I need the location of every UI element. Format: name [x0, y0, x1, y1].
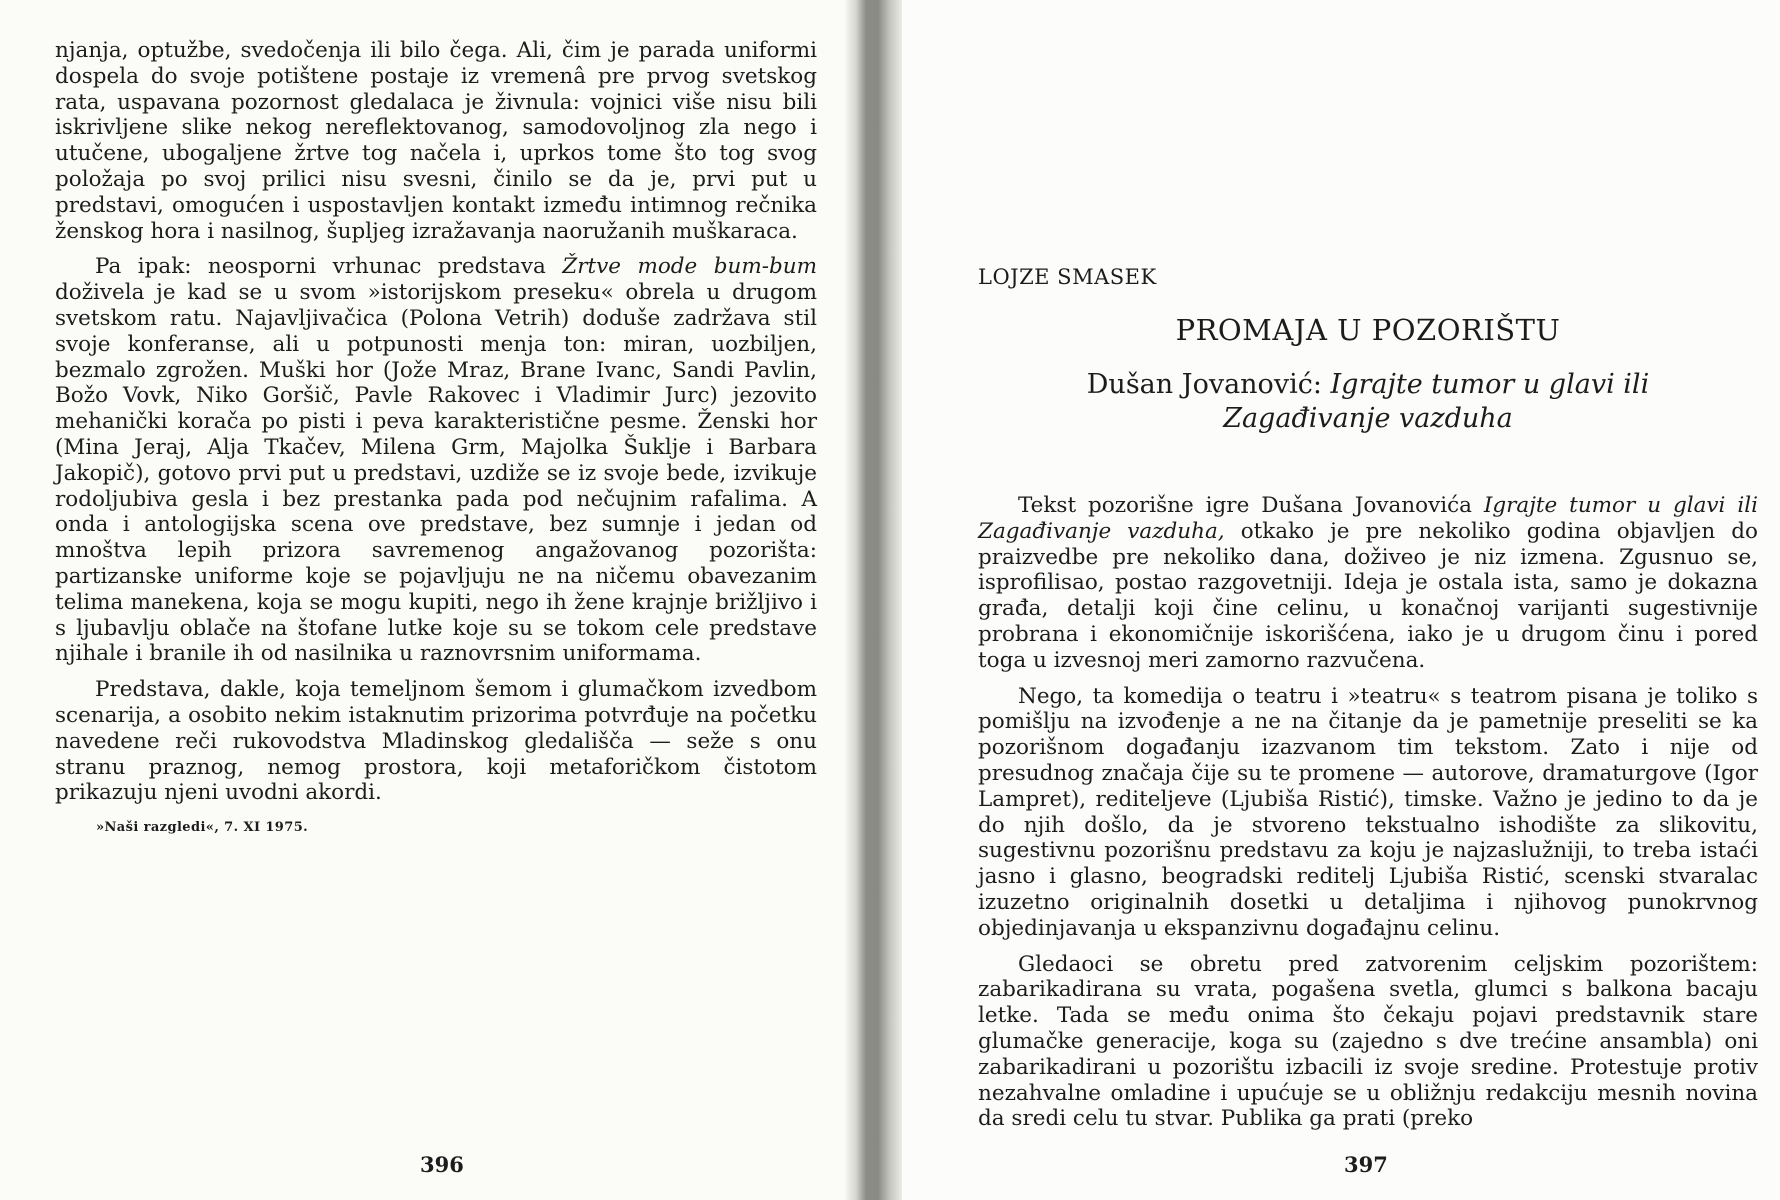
article-author: LOJZE SMASEK [978, 265, 1157, 289]
text-run: Pa ipak: neosporni vrhunac predstava [95, 254, 563, 280]
right-paragraph-2 [978, 684, 1758, 942]
text-run: Gledaoci se obretu pred zatvorenim celjskim pozorištem: zabarikadirana su vrata, pogašena svetla, glumci s balkona bacaju letke. Tada se među onima što čekaju pojavi predstavnik stare glumačke generacije, koga su (zajedno s dve trećine ansambla) oni zabarikadirani u pozorištu izbacili iz svoje sredine. Protestuje protiv nezahvalne omladine i upućuje se u obližnju redakciju mesnih novina da sredi celu tu stvar. Publika ga prati (preko [978, 951, 1758, 1132]
article-title: PROMAJA U POZORIŠTU [1175, 313, 1561, 347]
right-paragraph-1 [978, 493, 1758, 674]
right-page [902, 0, 1780, 1200]
right-paragraph-3 [978, 952, 1758, 1133]
text-run: doživela je kad se u svom »istorijskom preseku« obrela u drugom svetskom ratu. Najavljivačica (Polona Vetrih) doduše zadržava stil svoje konferanse, ali u potpunosti menja ton: miran, uozbiljen, bezmalo zgrožen. Muški hor (Jože Mraz, Brane Ivanc, Sandi Pavlin, Božo Vovk, Niko Goršič, Pavle Rakovec i Vladimir Jurc) jezovito mehanički korača po pisti i peva karakteristične pesme. Ženski hor (Mina Jeraj, Alja Tkačev, Milena Grm, Majolka Šuklje i Barbara Jakopič), gotovo prvi put u predstavi, uzdiže se iz svoje bede, izvikuje rodoljubiva gesla i bez prestanka pada pod nečujnim rafalima. A onda i antologijska scena ove predstave, bez sumnje i jedan od mnoštva lepih prizora savremenog angažovanog pozorišta: partizanske uniforme koje se pojavljuju ne na ničemu obavezanim telima manekena, koja se mogu kupiti, nego ih žene krajnje brižljivo i s ljubavlju oblače na štofane lutke koje su se tokom cele predstave njihale i branile ih od nasilnika u raznovrsnim uniformama. [55, 280, 817, 667]
text-run: njanja, optužbe, svedočenja ili bilo čega. Ali, čim je parada uniformi dospela do svoje potištene postaje iz vremenâ pre prvog svetskog rata, uspavana pozornost gledalaca je živnula: vojnici više nisu bili iskrivljene slike nekog nereflektovanog, samodovoljnog zla nego i utučene, ubogaljene žrtve tog načela i, uprkos tome što tog svog položaja po svoj prilici nisu svesni, činilo se da je, prvi put u predstavi, omogućen i uspostavljen kontakt između intimnog rečnika ženskog hora i nasilnog, šupljeg izražavanja naoružanih muškaraca. [55, 38, 817, 244]
right-body-text [978, 493, 1758, 1132]
text-run: otkako je pre nekoliko godina objavljen do praizvedbe pre nekoliko dana, doživeo je niz izmena. Zgusnuo se, isprofilisao, postao razgovetniji. Ideja je ostala ista, samo je dokazna građa, detalji koji čine celinu, u konačnoj varijanti sugestivnije probrana i ekonomičnije iskorišćena, iako je u drugom činu i pored toga u izvesnoj meri zamorno razvučena. [978, 518, 1758, 673]
article-subtitle [978, 368, 1758, 436]
left-paragraph-1 [55, 38, 817, 244]
left-paragraph-2 [55, 254, 817, 667]
left-paragraph-3 [55, 677, 817, 806]
page-number: 397 [1344, 1152, 1388, 1177]
subtitle-playwright: Dušan Jovanović: [1086, 369, 1331, 400]
play-title: Žrtve mode bum-bum [562, 254, 817, 280]
subtitle-work: Igrajte tumor u glavi ili [1330, 369, 1650, 400]
text-run: Predstava, dakle, koja temeljnom šemom i glumačkom izvedbom scenarija, a osobito nekim istaknutim prizorima potvrđuje na početku navedene reči rukovodstva Mladinskog gledališča — seže s onu stranu praznog, nemog prostora, koji metaforičkom čistotom prikazuju njeni uvodni akordi. [55, 677, 817, 806]
page-number: 396 [420, 1152, 464, 1177]
left-body-text [55, 38, 817, 806]
left-page [0, 0, 878, 1200]
source-citation: »Naši razgledi«, 7. XI 1975. [96, 820, 309, 835]
play-title: Igrajte tumor u glavi ili Zagađivanje vazduha, [978, 493, 1758, 544]
subtitle-work: Zagađivanje vazduha [1223, 403, 1513, 434]
book-gutter [845, 0, 905, 1200]
text-run: Tekst pozorišne igre Dušana Jovanovića [1018, 493, 1484, 518]
text-run: Nego, ta komedija o teatru i »teatru« s teatrom pisana je toliko s pomišlju na izvođenje a ne na čitanje da je pametnije preseliti se ka pozorišnom događanju izazvanom tim tekstom. Zato i nije od presudnog značaja čije su te promene — autorove, dramaturgove (Igor Lampret), rediteljeve (Ljubiša Ristić), timske. Važno je jedino to da je do njih došlo, da je stvoreno tekstualno ishodište za slikovitu, sugestivnu pozorišnu predstavu za koju je najzaslužniji, to treba istaći jasno i glasno, beogradski reditelj Ljubiša Ristić, scenski stvaralac izuzetno originalnih dosetki u detaljima i njihovog punokrvnog objedinjavanja u ekspanzivnu događajnu celinu. [978, 683, 1758, 941]
